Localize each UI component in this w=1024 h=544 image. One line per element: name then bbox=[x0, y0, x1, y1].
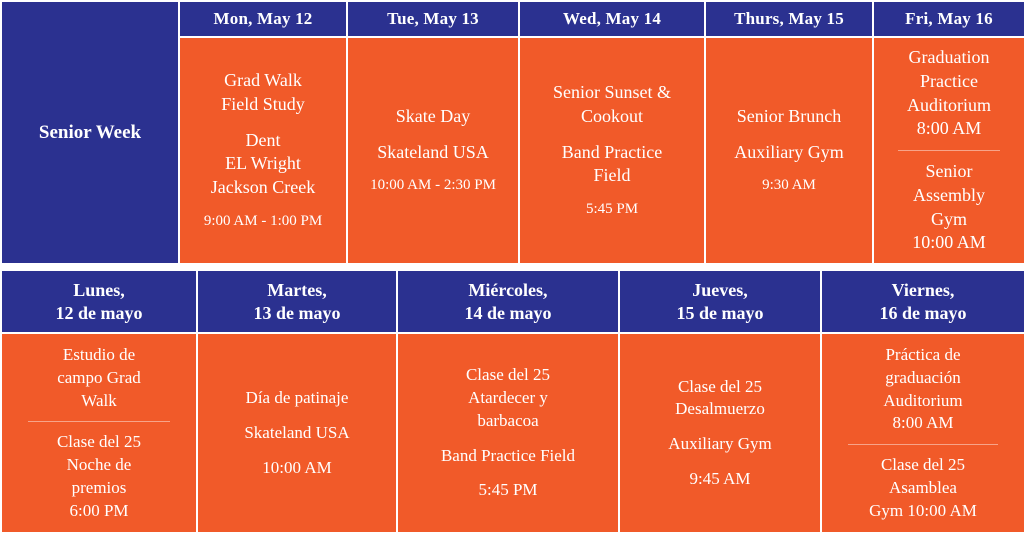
event-title-line: Clase del 25 bbox=[677, 376, 763, 396]
header-line: 13 de mayo bbox=[253, 302, 341, 323]
event-cell-miercoles bbox=[397, 333, 619, 533]
event-location-line: Dent bbox=[245, 129, 281, 150]
event-cell-jueves bbox=[619, 333, 821, 533]
event-title-line: Clase del 25 bbox=[465, 365, 551, 385]
event-time: 8:00 AM bbox=[916, 118, 982, 139]
spacer bbox=[628, 456, 812, 468]
event-title-line: Skate Day bbox=[395, 105, 471, 126]
event-title-line: Asamblea bbox=[889, 477, 957, 497]
column-header-wed: Wed, May 14 bbox=[519, 1, 705, 37]
event-title-line: Field Study bbox=[221, 93, 305, 114]
column-header-tue: Tue, May 13 bbox=[347, 1, 519, 37]
event-cell-martes bbox=[197, 333, 397, 533]
spacer bbox=[712, 129, 866, 141]
event-title-line: campo Grad bbox=[57, 367, 141, 387]
spacer bbox=[354, 164, 512, 176]
event-location-line: Field bbox=[593, 165, 631, 186]
event-title-line: Senior bbox=[925, 161, 973, 181]
header-line: 16 de mayo bbox=[879, 302, 967, 323]
spacer bbox=[406, 467, 610, 479]
event-location-line: Auxiliary Gym bbox=[668, 434, 772, 454]
event-title-line: premios bbox=[71, 477, 127, 497]
spacer bbox=[712, 164, 866, 176]
cell-divider bbox=[898, 150, 1000, 151]
event-title-line: Practice bbox=[920, 70, 978, 91]
event-time: 10:00 AM bbox=[262, 457, 332, 477]
column-header-jueves bbox=[619, 270, 821, 333]
event-time: 8:00 AM bbox=[892, 413, 954, 433]
event-cell-friday bbox=[873, 37, 1024, 264]
event-title-line: Graduation bbox=[908, 47, 990, 67]
spacer bbox=[186, 200, 340, 212]
header-line: Martes, bbox=[267, 280, 327, 300]
spacer bbox=[526, 129, 698, 141]
spanish-schedule-table bbox=[0, 269, 1024, 534]
event-time: 10:00 AM bbox=[912, 232, 986, 253]
event-title-line: Cookout bbox=[580, 105, 643, 126]
header-line: Lunes, bbox=[73, 280, 125, 300]
event-title-line: Grad Walk bbox=[224, 70, 302, 91]
event-title-line: Clase del 25 bbox=[880, 455, 966, 475]
header-line: 15 de mayo bbox=[676, 302, 764, 323]
event-location-line: Band Practice Field bbox=[440, 445, 576, 465]
event-title-line: Senior Brunch bbox=[736, 105, 842, 126]
header-line: Viernes, bbox=[891, 280, 955, 300]
english-schedule-table bbox=[0, 0, 1024, 265]
cell-divider bbox=[28, 421, 170, 422]
event-title-line: Senior Sunset & bbox=[552, 82, 671, 103]
event-title-line: Clase del 25 bbox=[56, 432, 142, 452]
header-line: 12 de mayo bbox=[55, 302, 143, 323]
header-line: Jueves, bbox=[692, 280, 748, 300]
event-location-line: Band Practice bbox=[561, 141, 663, 162]
event-cell-viernes bbox=[821, 333, 1024, 533]
event-title-line: Noche de bbox=[66, 455, 132, 475]
header-line: 14 de mayo bbox=[464, 302, 552, 323]
event-title-line: Desalmuerzo bbox=[675, 399, 765, 419]
spacer bbox=[354, 129, 512, 141]
header-line: Miércoles, bbox=[468, 280, 548, 300]
event-location-line: Auditorium bbox=[883, 390, 963, 410]
event-location-line: Skateland USA bbox=[244, 422, 350, 442]
column-header-mon: Mon, May 12 bbox=[179, 1, 347, 37]
event-cell-wednesday bbox=[519, 37, 705, 264]
event-title-line: Estudio de bbox=[62, 345, 136, 364]
cell-divider bbox=[848, 444, 998, 445]
spacer bbox=[206, 410, 388, 422]
event-time: 9:45 AM bbox=[689, 468, 751, 488]
column-header-thurs: Thurs, May 15 bbox=[705, 1, 873, 37]
event-location-line: Gym bbox=[931, 208, 967, 229]
spacer bbox=[628, 421, 812, 433]
column-header-miercoles bbox=[397, 270, 619, 333]
event-time: 9:00 AM - 1:00 PM bbox=[203, 212, 323, 229]
event-location-line: Skateland USA bbox=[377, 141, 489, 162]
spanish-event-row bbox=[1, 333, 1024, 533]
event-location-line: Auditorium bbox=[907, 94, 991, 115]
column-header-viernes bbox=[821, 270, 1024, 333]
event-cell-monday bbox=[179, 37, 347, 264]
column-header-lunes bbox=[1, 270, 197, 333]
event-title-line: Walk bbox=[81, 390, 117, 410]
event-title-line: Atardecer y bbox=[468, 388, 548, 408]
event-cell-tuesday bbox=[347, 37, 519, 264]
corner-label: Senior Week bbox=[1, 1, 179, 264]
spacer bbox=[206, 445, 388, 457]
event-title-line: Práctica de bbox=[885, 345, 961, 364]
event-location-line: Auxiliary Gym bbox=[734, 141, 844, 162]
event-title-line: barbacoa bbox=[477, 410, 539, 430]
event-title-line: graduación bbox=[885, 367, 961, 387]
event-time: 6:00 PM bbox=[69, 500, 129, 520]
event-title-line: Día de patinaje bbox=[245, 388, 349, 408]
column-header-fri: Fri, May 16 bbox=[873, 1, 1024, 37]
spacer bbox=[526, 188, 698, 200]
spacer bbox=[406, 433, 610, 445]
english-header-row bbox=[1, 1, 1024, 37]
event-time: Gym 10:00 AM bbox=[869, 500, 977, 520]
event-time: 5:45 PM bbox=[478, 480, 538, 500]
event-time: 10:00 AM - 2:30 PM bbox=[370, 177, 496, 194]
event-cell-thursday bbox=[705, 37, 873, 264]
spanish-header-row bbox=[1, 270, 1024, 333]
spacer bbox=[186, 117, 340, 129]
event-time: 9:30 AM bbox=[762, 177, 816, 194]
event-location-line: Jackson Creek bbox=[210, 177, 316, 198]
event-location-line: EL Wright bbox=[225, 153, 301, 174]
event-title-line: Assembly bbox=[913, 184, 985, 205]
event-cell-lunes bbox=[1, 333, 197, 533]
event-time: 5:45 PM bbox=[585, 201, 639, 218]
column-header-martes bbox=[197, 270, 397, 333]
